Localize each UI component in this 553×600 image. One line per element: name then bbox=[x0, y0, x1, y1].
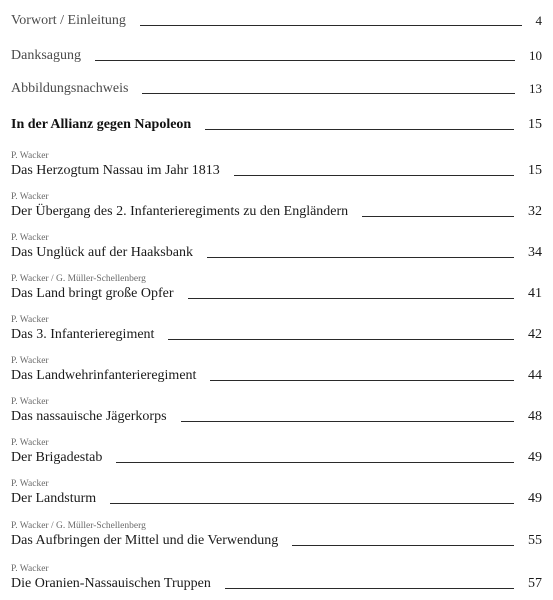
toc-entry-image-credits bbox=[11, 80, 542, 98]
toc-row bbox=[11, 449, 542, 467]
toc-page-number: 15 bbox=[528, 117, 542, 132]
toc-author: P. Wacker bbox=[11, 564, 49, 574]
toc-leader-line bbox=[188, 298, 514, 299]
toc-leader-line bbox=[205, 129, 514, 130]
toc-page-number: 44 bbox=[528, 368, 542, 383]
toc-page-number: 10 bbox=[529, 48, 542, 63]
toc-row bbox=[11, 285, 542, 303]
toc-leader-line bbox=[207, 257, 514, 258]
toc-entry bbox=[11, 479, 542, 508]
toc-author: P. Wacker bbox=[11, 315, 49, 325]
toc-leader-line bbox=[292, 545, 514, 546]
toc-leader-line bbox=[95, 60, 515, 61]
toc-row bbox=[11, 47, 542, 65]
toc-page-number: 41 bbox=[528, 286, 542, 301]
toc-author: P. Wacker bbox=[11, 479, 49, 489]
toc-page-number: 34 bbox=[528, 245, 542, 260]
toc-leader-line bbox=[362, 216, 514, 217]
toc-row bbox=[11, 12, 542, 30]
toc-entry bbox=[11, 192, 542, 221]
toc-author: P. Wacker / G. Müller-Schellenberg bbox=[11, 274, 146, 284]
toc-entry-acknowledgements bbox=[11, 47, 542, 65]
toc-leader-line bbox=[234, 175, 514, 176]
toc-author: P. Wacker bbox=[11, 233, 49, 243]
toc-title: Das nassauische Jägerkorps bbox=[11, 409, 167, 424]
toc-row bbox=[11, 80, 542, 98]
toc-page-number: 48 bbox=[528, 409, 542, 424]
toc-row bbox=[11, 162, 542, 180]
toc-entry bbox=[11, 438, 542, 467]
toc-entry-preface bbox=[11, 12, 542, 30]
toc-page-number: 13 bbox=[529, 81, 542, 96]
toc-title: Das Landwehrinfanterieregiment bbox=[11, 368, 197, 383]
toc-entry bbox=[11, 274, 542, 303]
toc-author: P. Wacker bbox=[11, 438, 49, 448]
toc-leader-line bbox=[225, 588, 514, 589]
toc-title: Das Herzogtum Nassau im Jahr 1813 bbox=[11, 163, 220, 178]
toc-author: P. Wacker bbox=[11, 397, 49, 407]
toc-title: Der Übergang des 2. Infanterieregiments zu den Engländern bbox=[11, 204, 349, 219]
toc-entry bbox=[11, 356, 542, 385]
toc-leader-line bbox=[210, 380, 514, 381]
toc-row bbox=[11, 408, 542, 426]
toc-title: Die Oranien-Nassauischen Truppen bbox=[11, 576, 211, 591]
toc-author: P. Wacker / G. Müller-Schellenberg bbox=[11, 521, 146, 531]
toc-page-number: 42 bbox=[528, 327, 542, 342]
toc-entry bbox=[11, 397, 542, 426]
toc-leader-line bbox=[142, 93, 515, 94]
toc-page-number: 49 bbox=[528, 450, 542, 465]
toc-leader-line bbox=[116, 462, 514, 463]
toc-page-number: 55 bbox=[528, 533, 542, 548]
toc-leader-line bbox=[110, 503, 514, 504]
toc-title: Der Brigadestab bbox=[11, 450, 103, 465]
toc-row bbox=[11, 532, 542, 550]
toc-title: Das 3. Infanterieregiment bbox=[11, 327, 155, 342]
toc-page-number: 15 bbox=[528, 163, 542, 178]
toc-page-number: 32 bbox=[528, 204, 542, 219]
toc-title: Abbildungsnachweis bbox=[11, 81, 129, 96]
toc-row bbox=[11, 203, 542, 221]
toc-page-number: 57 bbox=[528, 576, 542, 591]
toc-title: Der Landsturm bbox=[11, 491, 97, 506]
toc-entry bbox=[11, 151, 542, 180]
toc-entry bbox=[11, 315, 542, 344]
toc-row bbox=[11, 244, 542, 262]
toc-row bbox=[11, 490, 542, 508]
toc-section-heading bbox=[11, 116, 542, 134]
toc-title: Danksagung bbox=[11, 48, 81, 63]
toc-entry bbox=[11, 564, 542, 593]
toc-title: Das Land bringt große Opfer bbox=[11, 286, 174, 301]
toc-entry bbox=[11, 521, 542, 550]
toc-title: Das Unglück auf der Haaksbank bbox=[11, 245, 193, 260]
toc-leader-line bbox=[140, 25, 522, 26]
toc-entry bbox=[11, 233, 542, 262]
toc-page-number: 49 bbox=[528, 491, 542, 506]
toc-author: P. Wacker bbox=[11, 356, 49, 366]
toc-title: Das Aufbringen der Mittel und die Verwendung bbox=[11, 533, 279, 548]
toc-title: Vorwort / Einleitung bbox=[11, 13, 126, 28]
toc-author: P. Wacker bbox=[11, 151, 49, 161]
toc-row bbox=[11, 116, 542, 134]
toc-page-number: 4 bbox=[535, 13, 542, 28]
toc-leader-line bbox=[168, 339, 514, 340]
toc-author: P. Wacker bbox=[11, 192, 49, 202]
toc-row bbox=[11, 575, 542, 593]
toc-leader-line bbox=[181, 421, 514, 422]
toc-row bbox=[11, 326, 542, 344]
toc-row bbox=[11, 367, 542, 385]
section-title: In der Allianz gegen Napoleon bbox=[11, 117, 192, 132]
